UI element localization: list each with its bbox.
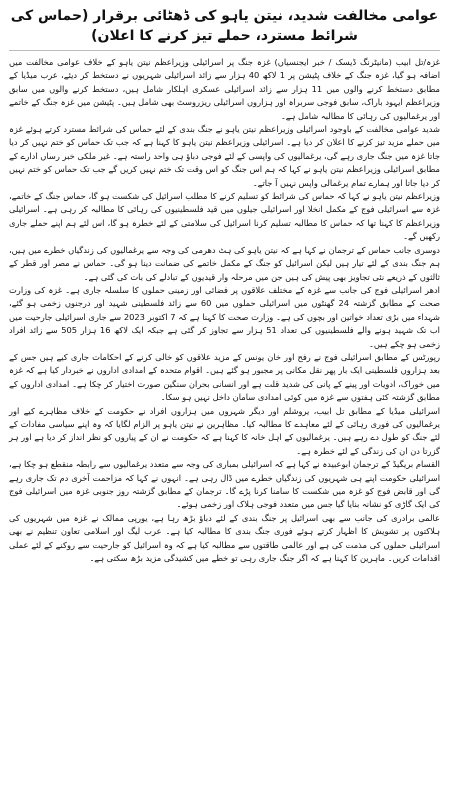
- article-paragraph: ادھر اسرائیلی فوج کی جانب سے غزہ کے مختلف علاقوں پر فضائی اور زمینی حملوں کا سلسلہ جاری ہے۔ غزہ کی وزارت صحت کے مطابق گزشتہ 24 گھنٹوں میں اسرائیلی حملوں میں 60 سے زائد فلسطینی شہید اور درجنوں زخمی ہو گئے، شہداء میں بڑی تعداد خواتین اور بچوں کی ہے۔ وزارت صحت کا کہنا ہے کہ 7 اکتوبر 2023 سے جاری اسرائیلی جارحیت میں اب تک شہید ہونے والے فلسطینیوں کی تعداد 51 ہزار سے تجاوز کر گئی ہے جبکہ ایک لاکھ 16 ہزار 505 سے زائد افراد زخمی ہو چکے ہیں۔: [9, 284, 440, 349]
- article-paragraph: دوسری جانب حماس کے ترجمان نے کہا ہے کہ نیتن یاہو کی ہٹ دھرمی کی وجہ سے یرغمالیوں کی زندگیاں خطرے میں ہیں، ہم جنگ بندی کے لئے تیار ہیں لیکن اسرائیل کو جنگ کے مکمل خاتمے کی ضمانت دینا ہو گی۔ حماس نے مصر اور قطر کے ثالثوں کے ذریعے نئی تجاویز بھی پیش کی ہیں جن میں مرحلہ وار قیدیوں کے تبادلے کی بات کی گئی ہے۔: [9, 244, 440, 282]
- article-paragraph: عالمی برادری کی جانب سے بھی اسرائیل پر جنگ بندی کے لئے دباؤ بڑھ رہا ہے، یورپی ممالک نے غزہ میں شہریوں کی ہلاکتوں پر تشویش کا اظہار کرتے ہوئے فوری جنگ بندی کا مطالبہ کیا ہے۔ عرب لیگ اور اسلامی تعاون تنظیم نے بھی اسرائیلی حملوں کی مذمت کی ہے اور عالمی طاقتوں سے مطالبہ کیا ہے کہ وہ اسرائیل کو جارحیت سے روکنے کے لئے عملی اقدامات کریں۔ ماہرین کا کہنا ہے کہ اگر جنگ جاری رہی تو خطے میں کشیدگی مزید بڑھ سکتی ہے۔: [9, 512, 440, 564]
- article-body: [9, 56, 440, 565]
- article-paragraph: وزیراعظم نیتن یاہو نے کہا کہ حماس کی شرائط کو تسلیم کرنے کا مطلب اسرائیل کی شکست ہو گا، حماس جنگ کے خاتمے، غزہ سے اسرائیلی فوج کے مکمل انخلا اور اسرائیلی جیلوں میں قید فلسطینیوں کی رہائی کا مطالبہ کر رہی ہے۔ اسرائیلی وزیراعظم کا کہنا تھا کہ حماس کا مطالبہ تسلیم کرنا اسرائیل کی سلامتی کے لئے خطرہ ہو گا، اس لئے ہم اپنے حملے جاری رکھیں گے۔: [9, 191, 440, 242]
- article-paragraph: القسام بریگیڈ کے ترجمان ابوعبیدہ نے کہا ہے کہ اسرائیلی بمباری کی وجہ سے متعدد یرغمالیوں سے رابطہ منقطع ہو چکا ہے، اسرائیلی حکومت اپنے ہی شہریوں کی زندگیاں خطرے میں ڈال رہی ہے۔ انہوں نے کہا کہ مزاحمت آخری دم تک جاری رہے گی اور قابض فوج کو غزہ میں شکست کا سامنا کرنا پڑے گا۔ ترجمان کے مطابق گزشتہ روز جنوبی غزہ میں اسرائیلی فوج کی ایک گاڑی کو نشانہ بنایا گیا جس میں متعدد فوجی ہلاک اور زخمی ہوئے۔: [9, 459, 440, 510]
- article-paragraph: رپورٹس کے مطابق اسرائیلی فوج نے رفح اور خان یونس کے مزید علاقوں کو خالی کرنے کے احکامات جاری کیے ہیں جس کے بعد ہزاروں فلسطینی ایک بار پھر نقل مکانی پر مجبور ہو گئے ہیں۔ اقوام متحدہ کے امدادی اداروں نے خبردار کیا ہے کہ غزہ میں خوراک، ادویات اور پینے کے پانی کی شدید قلت ہے اور انسانی بحران سنگین صورت اختیار کر چکا ہے۔ امدادی اداروں کے مطابق گزشتہ کئی ہفتوں سے غزہ میں کوئی امدادی سامان داخل نہیں ہو سکا۔: [9, 351, 440, 403]
- article-paragraph: غزہ/تل ابیب (مانیٹرنگ ڈیسک / خبر ایجنسیاں) غزہ جنگ پر اسرائیلی وزیراعظم نیتن یاہو کے خلاف عوامی مخالفت میں اضافہ ہو گیا، غزہ جنگ کے خلاف پٹیشن پر 1 لاکھ 40 ہزار سے زائد اسرائیلی شہریوں نے دستخط کر دیئے، عرب میڈیا کے مطابق دستخط کرنے والوں میں 11 ہزار سے زائد اسرائیلی عسکری اہلکار شامل ہیں، دستخط کرنے والوں میں سابق وزیراعظم ایہود باراک، سابق فوجی سربراہ اور ہزاروں اسرائیلی ریزروسٹ بھی شامل ہیں۔ پٹیشن میں غزہ جنگ کے خاتمے اور یرغمالیوں کی رہائی کا مطالبہ شامل ہے۔: [9, 57, 440, 121]
- headline: عوامی مخالفت شدید، نیتن یاہو کی ڈھٹائی برقرار (حماس کی شرائط مسترد، حملے تیز کرنے کا اعلان): [9, 6, 440, 51]
- article-paragraph: اسرائیلی میڈیا کے مطابق تل ابیب، یروشلم اور دیگر شہروں میں ہزاروں افراد نے حکومت کے خلاف مظاہرے کیے اور یرغمالیوں کی فوری رہائی کے لئے معاہدے کا مطالبہ کیا۔ مظاہرین نے نیتن یاہو پر الزام لگایا کہ وہ اپنے سیاسی مفادات کے لئے جنگ کو طول دے رہے ہیں۔ یرغمالیوں کے اہل خانہ کا کہنا ہے کہ حکومت نے ان کے پیاروں کو نظر انداز کر دیا ہے اور ہر گزرتا دن ان کی زندگی کے لئے خطرہ ہے۔: [9, 405, 440, 456]
- article-paragraph: شدید عوامی مخالفت کے باوجود اسرائیلی وزیراعظم نیتن یاہو نے جنگ بندی کے لئے حماس کی شرائط مسترد کرتے ہوئے غزہ میں حملے مزید تیز کرنے کا اعلان کر دیا ہے۔ اسرائیلی وزیراعظم نیتن یاہو کا کہنا ہے کہ جب تک حماس کو ختم نہیں کر دیا جاتا غزہ میں جنگ جاری رہے گی، یرغمالیوں کی واپسی کے لئے فوجی دباؤ ہی واحد راستہ ہے۔ غیر ملکی خبر رساں ادارے کے مطابق اسرائیلی وزیراعظم نیتن یاہو نے کہا کہ ہم اس جنگ کو اس وقت تک ختم نہیں کریں گے جب تک حماس کو ختم نہیں کر دیا جاتا اور ہمارے تمام یرغمالی واپس نہیں آ جاتے۔: [9, 124, 440, 188]
